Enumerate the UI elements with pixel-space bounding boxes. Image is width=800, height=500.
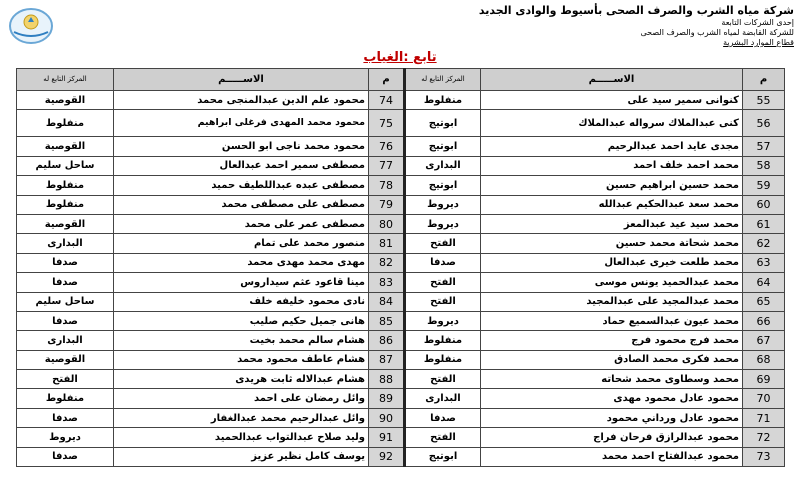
center-name: ابوتيج xyxy=(405,137,481,156)
employee-name: منصور محمد على تمام xyxy=(114,234,369,253)
row-number: 59 xyxy=(743,176,785,195)
employee-name: وائل عبدالرحيم محمد عبدالغفار xyxy=(114,408,369,427)
row-number: 76 xyxy=(369,137,405,156)
center-name: ساحل سليم xyxy=(17,156,114,175)
table-row xyxy=(17,156,785,175)
center-name: الفتح xyxy=(405,273,481,292)
row-number: 56 xyxy=(743,110,785,137)
employee-name: وائل رمضان على احمد xyxy=(114,389,369,408)
center-name: القوصية xyxy=(17,137,114,156)
employee-name: يوسف كامل نظير عزيز xyxy=(114,447,369,466)
employee-name: محمد عبدالمجيد على عبدالمجيد xyxy=(481,292,743,311)
employee-name: محمد سعد عبدالحكيم عبدالله xyxy=(481,195,743,214)
employee-name: مصطفى سمير احمد عبدالعال xyxy=(114,156,369,175)
row-number: 80 xyxy=(369,214,405,233)
row-number: 63 xyxy=(743,253,785,272)
center-name: البدارى xyxy=(405,389,481,408)
employee-name: محمود محمد ناجى ابو الحسن xyxy=(114,137,369,156)
employee-name: محمد عبدالحميد يونس موسى xyxy=(481,273,743,292)
row-number: 82 xyxy=(369,253,405,272)
row-number: 73 xyxy=(743,447,785,466)
company-name: شركة مياه الشرب والصرف الصحى بأسيوط والوادى الجديد xyxy=(478,4,794,17)
center-name: البدارى xyxy=(17,331,114,350)
row-number: 89 xyxy=(369,389,405,408)
row-number: 55 xyxy=(743,91,785,110)
table-row xyxy=(17,195,785,214)
center-name: القوصية xyxy=(17,214,114,233)
center-name: صدفا xyxy=(17,253,114,272)
employee-name: محمد وسطاوى محمد شحاته xyxy=(481,370,743,389)
page-title: تابع :الغياب xyxy=(363,50,437,65)
center-name: صدفا xyxy=(17,311,114,330)
table-row xyxy=(17,350,785,369)
center-name: الفتح xyxy=(17,370,114,389)
employee-name: هشام عاطف محمود محمد xyxy=(114,350,369,369)
row-number: 79 xyxy=(369,195,405,214)
center-name: صدفا xyxy=(17,408,114,427)
table-row xyxy=(17,214,785,233)
employee-name: نادى محمود خليفه خلف xyxy=(114,292,369,311)
company-logo-icon xyxy=(8,6,54,46)
center-name: منفلوط xyxy=(17,389,114,408)
row-number: 67 xyxy=(743,331,785,350)
row-number: 88 xyxy=(369,370,405,389)
table-row xyxy=(17,428,785,447)
employee-name: محمد فكرى محمد الصادق xyxy=(481,350,743,369)
table-row xyxy=(17,176,785,195)
row-number: 65 xyxy=(743,292,785,311)
center-name: صدفا xyxy=(405,408,481,427)
employee-name: محمد احمد خلف احمد xyxy=(481,156,743,175)
row-number: 68 xyxy=(743,350,785,369)
table-row xyxy=(17,447,785,466)
center-name: منفلوط xyxy=(17,195,114,214)
table-row xyxy=(17,311,785,330)
center-name: ديروط xyxy=(405,214,481,233)
center-name: ساحل سليم xyxy=(17,292,114,311)
table-header-row xyxy=(17,69,785,91)
employee-name: مصطفى عمر على محمد xyxy=(114,214,369,233)
employee-name: محمد طلعت خيرى عبدالعال xyxy=(481,253,743,272)
row-number: 92 xyxy=(369,447,405,466)
table-row xyxy=(17,253,785,272)
center-name: ديروط xyxy=(405,195,481,214)
center-name: ابوتيج xyxy=(405,447,481,466)
row-number: 69 xyxy=(743,370,785,389)
row-number: 84 xyxy=(369,292,405,311)
table-row xyxy=(17,273,785,292)
center-name: ديروط xyxy=(405,311,481,330)
table-row xyxy=(17,91,785,110)
table-row xyxy=(17,331,785,350)
employee-name: مصطفى على مصطفى محمد xyxy=(114,195,369,214)
header-block xyxy=(464,4,794,48)
employee-name: محمود عادل محمود مهدى xyxy=(481,389,743,408)
row-number: 91 xyxy=(369,428,405,447)
center-name: الفتح xyxy=(405,234,481,253)
table-body xyxy=(17,91,785,467)
center-name: البدارى xyxy=(17,234,114,253)
table-row xyxy=(17,137,785,156)
employee-name: كنوانى سمير سيد على xyxy=(481,91,743,110)
center-name: البدارى xyxy=(405,156,481,175)
employee-name: محمود علم الدين عبدالمنجى محمد xyxy=(114,91,369,110)
table-row xyxy=(17,408,785,427)
employee-name: مجدى عايد احمد عبدالرحيم xyxy=(481,137,743,156)
employee-name: هشام سالم محمد بخيت xyxy=(114,331,369,350)
row-number: 72 xyxy=(743,428,785,447)
center-name: القوصية xyxy=(17,350,114,369)
employee-name: محمد عيون عبدالسميع حماد xyxy=(481,311,743,330)
employee-name: محمود عادل ورداني محمود xyxy=(481,408,743,427)
employee-name: محمد شحاتة محمد حسين xyxy=(481,234,743,253)
row-number: 75 xyxy=(369,110,405,137)
employee-name: محمد حسين ابراهيم حسين xyxy=(481,176,743,195)
center-name: منفلوط xyxy=(405,350,481,369)
employee-name: محمود عبدالرازق فرحان فراج xyxy=(481,428,743,447)
row-number: 57 xyxy=(743,137,785,156)
row-number: 71 xyxy=(743,408,785,427)
center-name: القوصية xyxy=(17,91,114,110)
employee-name: مينا قاعود عثم سيداروس xyxy=(114,273,369,292)
employee-name: مصطفى عبده عبداللطيف حميد xyxy=(114,176,369,195)
employee-name: هانى جميل حكيم صليب xyxy=(114,311,369,330)
table-row xyxy=(17,389,785,408)
row-number: 61 xyxy=(743,214,785,233)
employee-name: محمد فرج محمود فرج xyxy=(481,331,743,350)
center-name: منفلوط xyxy=(17,176,114,195)
employee-name: محمود محمد المهدى فرغلى ابراهيم xyxy=(114,110,369,137)
center-name: صدفا xyxy=(17,447,114,466)
center-name: صدفا xyxy=(17,273,114,292)
row-number: 66 xyxy=(743,311,785,330)
center-name: ديروط xyxy=(17,428,114,447)
row-number: 74 xyxy=(369,91,405,110)
row-number: 85 xyxy=(369,311,405,330)
row-number: 64 xyxy=(743,273,785,292)
table-row xyxy=(17,292,785,311)
row-number: 77 xyxy=(369,156,405,175)
table-row xyxy=(17,234,785,253)
center-name: ابوتيج xyxy=(405,176,481,195)
col-header-num-1: م xyxy=(743,69,785,91)
col-header-center-2: المركز التابع له xyxy=(17,69,114,91)
row-number: 81 xyxy=(369,234,405,253)
row-number: 78 xyxy=(369,176,405,195)
center-name: الفتح xyxy=(405,428,481,447)
row-number: 83 xyxy=(369,273,405,292)
col-header-name-2: الاســـــم xyxy=(114,69,369,91)
absence-table xyxy=(16,68,785,467)
row-number: 62 xyxy=(743,234,785,253)
row-number: 86 xyxy=(369,331,405,350)
col-header-name-1: الاســـــم xyxy=(481,69,743,91)
row-number: 58 xyxy=(743,156,785,175)
col-header-num-2: م xyxy=(369,69,405,91)
employee-name: محمد سيد عيد عبدالمعز xyxy=(481,214,743,233)
header-line-4: قطاع الموارد البشرية xyxy=(723,37,794,47)
table-row xyxy=(17,110,785,137)
center-name: الفتح xyxy=(405,292,481,311)
row-number: 87 xyxy=(369,350,405,369)
employee-name: محمود عبدالفتاح احمد محمد xyxy=(481,447,743,466)
center-name: الفتح xyxy=(405,370,481,389)
col-header-center-1: المركز التابع له xyxy=(405,69,481,91)
center-name: ابوتيج xyxy=(405,110,481,137)
absence-table-wrapper xyxy=(16,68,784,467)
center-name: صدفا xyxy=(405,253,481,272)
center-name: منفلوط xyxy=(405,331,481,350)
header-line-3: للشركة القابضة لمياه الشرب والصرف الصحى xyxy=(640,27,794,37)
employee-name: مهدى محمد مهدى محمد xyxy=(114,253,369,272)
center-name: منفلوط xyxy=(17,110,114,137)
row-number: 90 xyxy=(369,408,405,427)
employee-name: كنى عبدالملاك سرواله عبدالملاك xyxy=(481,110,743,137)
employee-name: هشام عبدالاله ثابت هريدى xyxy=(114,370,369,389)
center-name: منفلوط xyxy=(405,91,481,110)
row-number: 60 xyxy=(743,195,785,214)
header-line-2: إحدى الشركات التابعة xyxy=(721,17,794,27)
employee-name: وليد صلاح عبدالتواب عبدالحميد xyxy=(114,428,369,447)
row-number: 70 xyxy=(743,389,785,408)
table-row xyxy=(17,370,785,389)
